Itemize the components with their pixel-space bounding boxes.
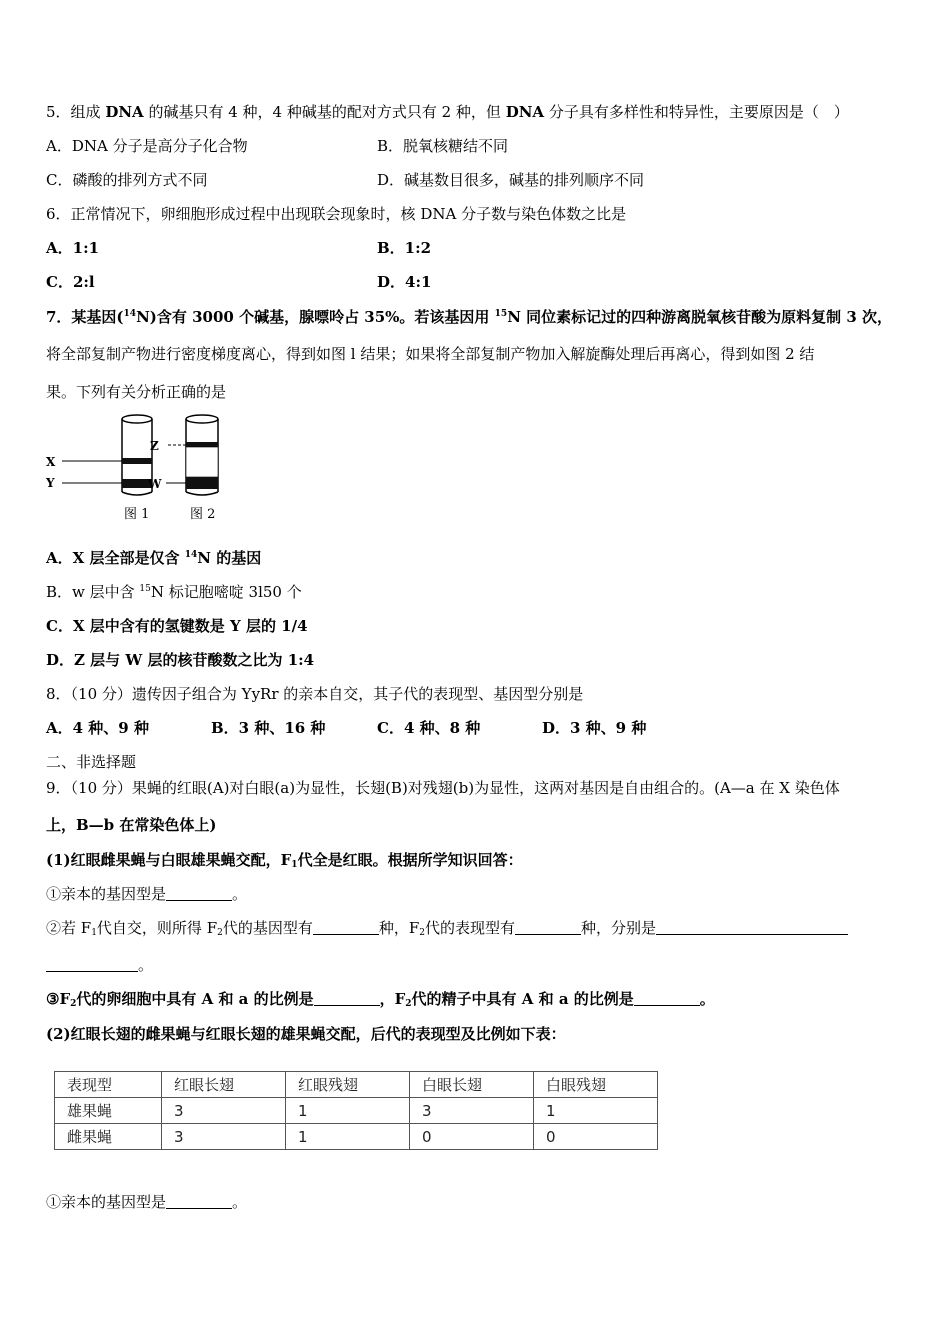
q6-option-c: C．2:l <box>46 273 95 291</box>
q7-stem-line1: 7．某基因($^{14}$N)含有 3000 个碱基，腺嘌呤占 35%。若该基因用 $^{15}$N 同位素标记过的四种游离脱氧核苷酸为原料复制 3 次， <box>46 308 893 326</box>
q9-stem-line2: 上，B—b 在常染色体上) <box>46 816 217 834</box>
q7-option-c: C．X 层中含有的氢键数是 Y 层的 1/4 <box>46 617 308 635</box>
caption-figure-1: 图 1 <box>124 507 150 522</box>
table-row <box>55 1098 658 1124</box>
centrifuge-tubes-figure <box>40 410 240 525</box>
q7-option-b: B．w 层中含 $^{15}$N 标记胞嘧啶 3l50 个 <box>46 583 302 601</box>
table-header-cell: 白眼长翅 <box>410 1072 534 1098</box>
table-row <box>55 1124 658 1150</box>
q5-option-c: C．磷酸的排列方式不同 <box>46 171 208 189</box>
answer-blank[interactable] <box>46 957 138 972</box>
table-cell: 3 <box>162 1124 286 1150</box>
q6-option-b: B．1:2 <box>377 239 432 257</box>
label-y: Y <box>46 476 55 490</box>
table-cell: 3 <box>410 1098 534 1124</box>
q5-option-b: B．脱氧核糖结不同 <box>377 137 509 155</box>
label-z: Z <box>150 439 159 453</box>
phenotype-table <box>54 1071 658 1150</box>
q9-part1-sub2: ②若 $F_1$代自交，则所得 $F_2$代的基因型有 种，$F_2$代的表现型有 种，分别是 <box>46 918 848 938</box>
table-cell: 3 <box>162 1098 286 1124</box>
q6-option-d: D．4:1 <box>377 273 432 291</box>
answer-blank[interactable] <box>515 920 581 935</box>
q7-stem-line2: 将全部复制产物进行密度梯度离心，得到如图 l 结果；如果将全部复制产物加入解旋酶处理后再离心，得到如图 2 结 <box>46 345 815 363</box>
table-cell: 1 <box>286 1098 410 1124</box>
q6-stem: 6．正常情况下，卵细胞形成过程中出现联会现象时，核 DNA 分子数与染色体数之比是 <box>46 205 627 223</box>
q9-part2-intro: (2)红眼长翅的雌果蝇与红眼长翅的雄果蝇交配，后代的表现型及比例如下表： <box>46 1025 566 1043</box>
q7-option-d: D．Z 层与 W 层的核苷酸数之比为 1:4 <box>46 651 315 669</box>
answer-blank[interactable] <box>314 991 380 1006</box>
caption-figure-2: 图 2 <box>190 507 216 522</box>
q5-stem: 5．组成 DNA 的碱基只有 4 种，4 种碱基的配对方式只有 2 种，但 DNA 分子具有多样性和特异性，主要原因是（ ） <box>46 103 849 121</box>
q9-part1-sub1: ①亲本的基因型是 。 <box>46 885 248 903</box>
q8-option-b: B．3 种、16 种 <box>211 719 326 737</box>
label-x: X <box>46 455 56 469</box>
q8-option-d: D．3 种、9 种 <box>542 719 647 737</box>
q9-part1-sub3: $③F_2$代的卵细胞中具有 A 和 a 的比例是 ，$F_2$代的精子中具有 A 和 a 的比例是 。 <box>46 990 715 1009</box>
table-header-row <box>55 1072 658 1098</box>
q8-option-c: C．4 种、8 种 <box>377 719 481 737</box>
q7-stem-line3: 果。下列有关分析正确的是 <box>46 383 227 401</box>
q9-part2-sub1: ①亲本的基因型是 。 <box>46 1193 248 1211</box>
table-cell: 0 <box>534 1124 658 1150</box>
q7-option-a: A．X 层全部是仅含 $^{14}$N 的基因 <box>46 549 262 567</box>
q8-option-a: A．4 种、9 种 <box>46 719 149 737</box>
q5-option-a: A．DNA 分子是高分子化合物 <box>46 137 248 155</box>
q6-option-a: A．1:1 <box>46 239 100 257</box>
q9-stem-line1: 9．（10 分）果蝇的红眼(A)对白眼(a)为显性，长翅(B)对残翅(b)为显性，这两对基因是自由组合的。(A—a 在 X 染色体 <box>46 779 840 797</box>
q5-option-d: D．碱基数目很多，碱基的排列顺序不同 <box>377 171 645 189</box>
tube-figure-1 <box>45 415 152 522</box>
table-cell: 1 <box>286 1124 410 1150</box>
table-cell: 雌果蝇 <box>55 1124 162 1150</box>
answer-blank[interactable] <box>166 1194 232 1209</box>
tube-figure-2 <box>147 415 218 522</box>
answer-blank[interactable] <box>634 991 700 1006</box>
table-cell: 1 <box>534 1098 658 1124</box>
answer-blank[interactable] <box>656 920 848 935</box>
q8-stem: 8．（10 分）遗传因子组合为 YyRr 的亲本自交，其子代的表现型、基因型分别是 <box>46 685 584 703</box>
table-header-cell: 白眼残翅 <box>534 1072 658 1098</box>
table-header-cell: 表现型 <box>55 1072 162 1098</box>
table-cell: 雄果蝇 <box>55 1098 162 1124</box>
q9-part1-intro: (1)红眼雌果蝇与白眼雄果蝇交配，$F_1$代全是红眼。根据所学知识回答： <box>46 851 523 870</box>
table-header-cell: 红眼残翅 <box>286 1072 410 1098</box>
answer-blank[interactable] <box>313 920 379 935</box>
q9-part1-sub2-cont: 。 <box>46 955 153 975</box>
answer-blank[interactable] <box>166 886 232 901</box>
table-cell: 0 <box>410 1124 534 1150</box>
label-w: W <box>148 477 162 491</box>
section-heading: 二、非选择题 <box>46 753 137 771</box>
table-header-cell: 红眼长翅 <box>162 1072 286 1098</box>
